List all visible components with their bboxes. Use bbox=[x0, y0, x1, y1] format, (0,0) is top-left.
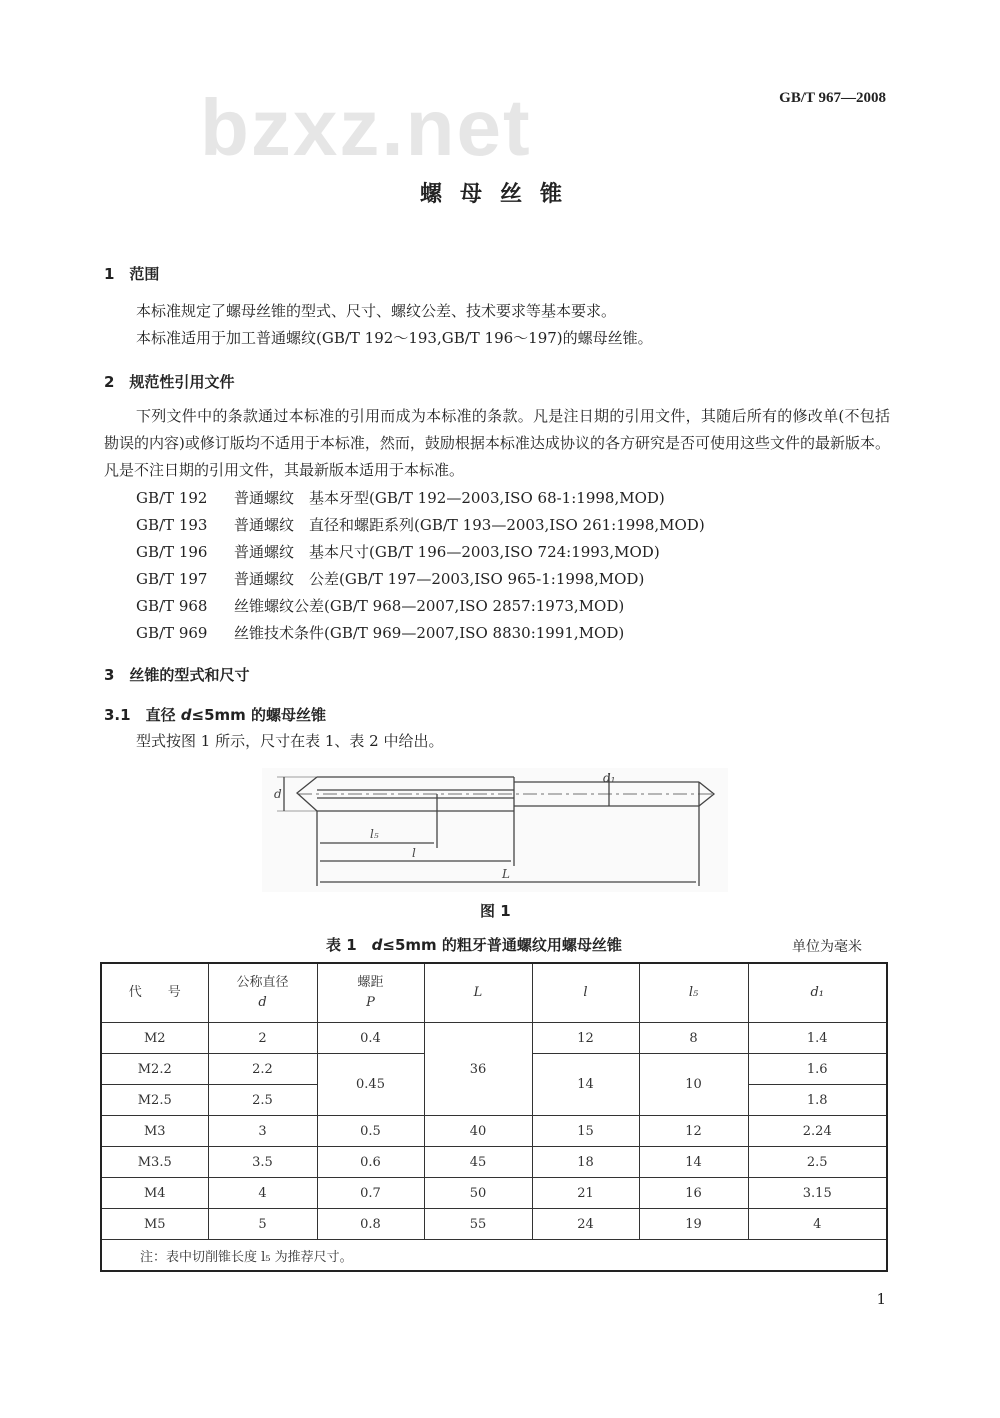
page-number: 1 bbox=[876, 1290, 886, 1308]
section-1-heading: 1 范围 bbox=[104, 265, 160, 283]
caption-prefix: 表 1 bbox=[326, 936, 372, 954]
header-diameter-label: 公称直径 bbox=[236, 975, 289, 990]
header-pitch-label: 螺距 bbox=[357, 975, 384, 990]
table-cell: 36 bbox=[424, 1023, 532, 1116]
table-cell: 14 bbox=[532, 1054, 639, 1116]
reference-title: 普通螺纹 基本尺寸(GB/T 196—2003,ISO 724:1993,MOD) bbox=[234, 543, 660, 561]
table-note-row bbox=[101, 1240, 887, 1272]
table-unit: 单位为毫米 bbox=[792, 939, 862, 955]
standard-number: GB/T 967—2008 bbox=[779, 90, 886, 106]
section-3-heading: 3 丝锥的型式和尺寸 bbox=[104, 666, 250, 684]
table-cell: 4 bbox=[748, 1209, 887, 1240]
reference-code: GB/T 969 bbox=[136, 624, 208, 642]
table-cell: 0.8 bbox=[317, 1209, 424, 1240]
reference-item bbox=[136, 568, 705, 595]
watermark: bzxz.net bbox=[200, 83, 532, 172]
table-cell: 5 bbox=[208, 1209, 317, 1240]
label-l5: l₅ bbox=[370, 827, 379, 841]
figure-caption: 图 1 bbox=[480, 902, 511, 920]
table-cell: M3.5 bbox=[101, 1147, 208, 1178]
caption-d: d bbox=[371, 936, 383, 954]
table-caption bbox=[326, 934, 622, 955]
reference-item bbox=[136, 622, 705, 649]
table-row bbox=[101, 1147, 887, 1178]
table-cell: 24 bbox=[532, 1209, 639, 1240]
table-row bbox=[101, 1209, 887, 1240]
tap-figure bbox=[262, 768, 728, 892]
table-cell: 2.5 bbox=[748, 1147, 887, 1178]
table-cell: 10 bbox=[639, 1054, 748, 1116]
table-cell: 12 bbox=[532, 1023, 639, 1054]
table-header-row bbox=[101, 963, 887, 1023]
label-L: L bbox=[502, 867, 510, 881]
document-title: 螺母丝锥 bbox=[419, 181, 580, 207]
table-cell: M5 bbox=[101, 1209, 208, 1240]
table-row bbox=[101, 1023, 887, 1054]
header-diameter bbox=[208, 963, 317, 1023]
table-cell: 0.6 bbox=[317, 1147, 424, 1178]
reference-item bbox=[136, 595, 705, 622]
label-d1: d₁ bbox=[603, 771, 616, 785]
caption-rest: ≤5mm 的粗牙普通螺纹用螺母丝锥 bbox=[382, 936, 622, 954]
table-cell: 40 bbox=[424, 1116, 532, 1147]
header-l-text: l bbox=[583, 985, 588, 1000]
table-cell: 0.7 bbox=[317, 1178, 424, 1209]
reference-title: 丝锥技术条件(GB/T 969—2007,ISO 8830:1991,MOD) bbox=[234, 624, 625, 642]
table-cell: M3 bbox=[101, 1116, 208, 1147]
reference-item bbox=[136, 541, 705, 568]
table-cell: 3 bbox=[208, 1116, 317, 1147]
table-cell: 3.5 bbox=[208, 1147, 317, 1178]
table-row bbox=[101, 1178, 887, 1209]
table-cell: 0.5 bbox=[317, 1116, 424, 1147]
table-cell: 8 bbox=[639, 1023, 748, 1054]
reference-code: GB/T 193 bbox=[136, 516, 208, 534]
reference-title: 丝锥螺纹公差(GB/T 968—2007,ISO 2857:1973,MOD) bbox=[234, 597, 625, 615]
table-cell: 14 bbox=[639, 1147, 748, 1178]
reference-title: 普通螺纹 基本牙型(GB/T 192—2003,ISO 68-1:1998,MOD) bbox=[234, 489, 665, 507]
table-cell: M2.5 bbox=[101, 1085, 208, 1116]
table-cell: 18 bbox=[532, 1147, 639, 1178]
table-note: 注：表中切削锥长度 l₅ 为推荐尺寸。 bbox=[101, 1240, 887, 1272]
table-cell: 1.4 bbox=[748, 1023, 887, 1054]
reference-item bbox=[136, 487, 705, 514]
dimension-table bbox=[100, 962, 888, 1272]
reference-item bbox=[136, 514, 705, 541]
reference-title: 普通螺纹 直径和螺距系列(GB/T 193—2003,ISO 261:1998,MOD) bbox=[234, 516, 705, 534]
table-cell: 16 bbox=[639, 1178, 748, 1209]
table-cell: 4 bbox=[208, 1178, 317, 1209]
table-cell: 0.4 bbox=[317, 1023, 424, 1054]
sub-rest: ≤5mm 的螺母丝锥 bbox=[191, 706, 327, 724]
section-1-para-2: 本标准适用于加工普通螺纹(GB/T 192～193,GB/T 196～197)的螺母丝锥。 bbox=[136, 329, 653, 347]
header-pitch bbox=[317, 963, 424, 1023]
sub-d: d bbox=[180, 706, 192, 724]
table-cell: M2.2 bbox=[101, 1054, 208, 1085]
section-2-heading: 2 规范性引用文件 bbox=[104, 373, 235, 391]
table-cell: 1.6 bbox=[748, 1054, 887, 1085]
header-l bbox=[532, 963, 639, 1023]
section-2-para: 下列文件中的条款通过本标准的引用而成为本标准的条款。凡是注日期的引用文件，其随后所有的修改单(不包括勘误的内容)或修订版均不适用于本标准，然而，鼓励根据本标准达成协议的各方研究是否可使用这些文件的最新版本。凡是不注日期的引用文件，其最新版本适用于本标准。 bbox=[104, 407, 890, 479]
table-cell: M2 bbox=[101, 1023, 208, 1054]
reference-code: GB/T 968 bbox=[136, 597, 208, 615]
reference-code: GB/T 197 bbox=[136, 570, 208, 588]
table-cell: 12 bbox=[639, 1116, 748, 1147]
header-d1-text: d₁ bbox=[810, 985, 825, 1000]
section-3-1-heading bbox=[104, 704, 326, 725]
header-L-text: L bbox=[473, 985, 483, 1000]
table-cell: 19 bbox=[639, 1209, 748, 1240]
table-cell: 15 bbox=[532, 1116, 639, 1147]
header-l5 bbox=[639, 963, 748, 1023]
header-L bbox=[424, 963, 532, 1023]
table-cell: 2 bbox=[208, 1023, 317, 1054]
header-d: d bbox=[258, 995, 267, 1010]
table-cell: M4 bbox=[101, 1178, 208, 1209]
table-cell: 3.15 bbox=[748, 1178, 887, 1209]
table-cell: 2.2 bbox=[208, 1054, 317, 1085]
table-row bbox=[101, 1116, 887, 1147]
reference-title: 普通螺纹 公差(GB/T 197—2003,ISO 965-1:1998,MOD) bbox=[234, 570, 645, 588]
header-code: 代 号 bbox=[101, 963, 208, 1023]
header-P: P bbox=[366, 995, 375, 1010]
table-cell: 1.8 bbox=[748, 1085, 887, 1116]
header-l5-text: l₅ bbox=[688, 985, 699, 1000]
table-cell: 2.5 bbox=[208, 1085, 317, 1116]
table-cell: 21 bbox=[532, 1178, 639, 1209]
table-cell: 45 bbox=[424, 1147, 532, 1178]
section-3-1-para: 型式按图 1 所示，尺寸在表 1、表 2 中给出。 bbox=[136, 732, 444, 750]
table-cell: 50 bbox=[424, 1178, 532, 1209]
reference-code: GB/T 196 bbox=[136, 543, 208, 561]
section-1-para-1: 本标准规定了螺母丝锥的型式、尺寸、螺纹公差、技术要求等基本要求。 bbox=[136, 302, 617, 320]
table-cell: 2.24 bbox=[748, 1116, 887, 1147]
header-d1 bbox=[748, 963, 887, 1023]
reference-list bbox=[136, 487, 705, 649]
table-cell: 0.45 bbox=[317, 1054, 424, 1116]
label-d: d bbox=[274, 787, 282, 801]
label-l: l bbox=[412, 846, 416, 860]
reference-code: GB/T 192 bbox=[136, 489, 208, 507]
sub-number: 3.1 直径 bbox=[104, 706, 181, 724]
table-cell: 55 bbox=[424, 1209, 532, 1240]
